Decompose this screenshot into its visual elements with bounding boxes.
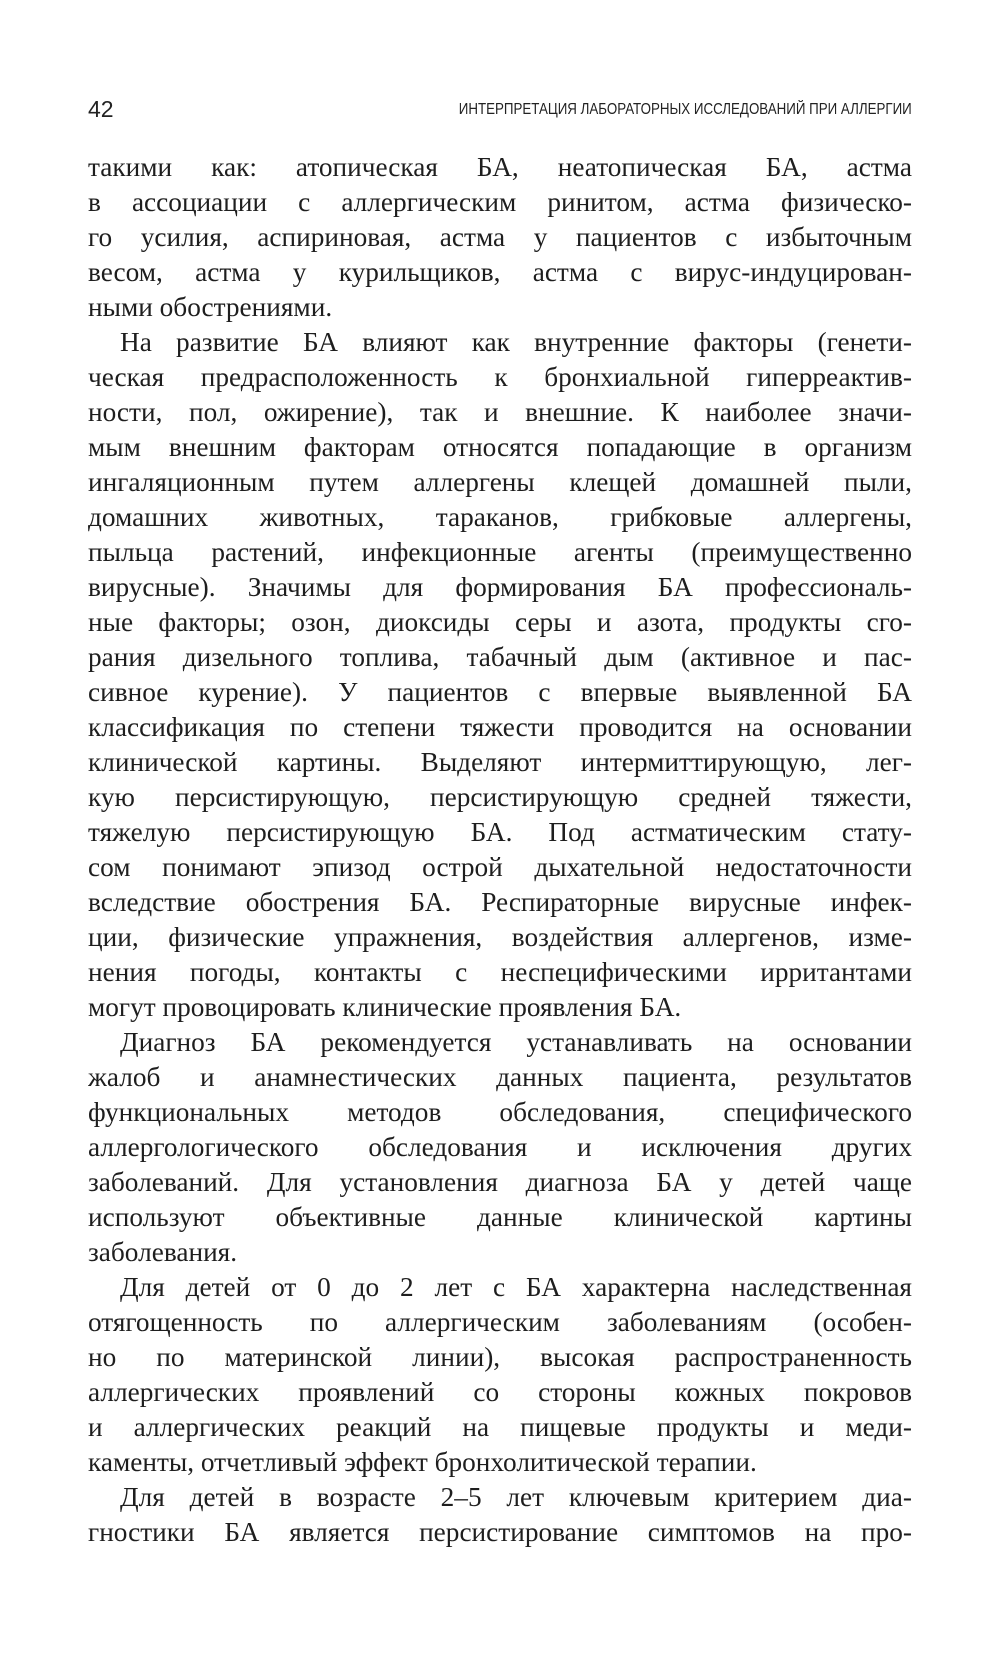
text-line: тяжелую персистирующую БА. Под астматическим стату- <box>88 817 912 847</box>
text-line: и аллергических реакций на пищевые продукты и меди- <box>88 1412 912 1442</box>
text-line: в ассоциации с аллергическим ринитом, астма физическо- <box>88 187 912 217</box>
text-line: На развитие БА влияют как внутренние факторы (генети- <box>120 327 912 357</box>
paragraph <box>88 1025 912 1270</box>
text-line: го усилия, аспириновая, астма у пациентов с избыточным <box>88 222 912 252</box>
text-line: Для детей от 0 до 2 лет с БА характерна наследственная <box>120 1272 912 1302</box>
page-header <box>88 94 912 124</box>
text-line: ингаляционным путем аллергены клещей домашней пыли, <box>88 467 912 497</box>
page-number: 42 <box>88 96 114 122</box>
text-line: жалоб и анамнестических данных пациента, результатов <box>88 1062 912 1092</box>
text-line: ными обострениями. <box>88 292 333 322</box>
text-line: кую персистирующую, персистирующую средней тяжести, <box>88 782 912 812</box>
text-line: отягощенность по аллергическим заболеваниям (особен- <box>88 1307 912 1337</box>
text-line: рания дизельного топлива, табачный дым (активное и пас- <box>88 642 912 672</box>
text-line: используют объективные данные клинической картины <box>88 1202 912 1232</box>
text-line: но по материнской линии), высокая распространенность <box>88 1342 912 1372</box>
text-line: весом, астма у курильщиков, астма с вирус-индуцирован- <box>88 257 912 287</box>
paragraph <box>88 150 912 325</box>
text-line: функциональных методов обследования, специфического <box>88 1097 912 1127</box>
text-line: такими как: атопическая БА, неатопическая БА, астма <box>88 152 912 182</box>
text-line: Для детей в возрасте 2–5 лет ключевым критерием диа- <box>120 1482 912 1512</box>
text-line: нения погоды, контакты с неспецифическими ирритантами <box>88 957 912 987</box>
text-line: ческая предрасположенность к бронхиальной гиперреактив- <box>88 362 912 392</box>
text-line: ности, пол, ожирение), так и внешние. К наиболее значи- <box>88 397 912 427</box>
text-line: клинической картины. Выделяют интермиттирующую, лег- <box>88 747 912 777</box>
text-line: заболевания. <box>88 1237 238 1267</box>
text-line: классификация по степени тяжести проводится на основании <box>88 712 912 742</box>
text-line: ции, физические упражнения, воздействия аллергенов, изме- <box>88 922 912 952</box>
text-line: аллергологического обследования и исключения других <box>88 1132 912 1162</box>
text-line: ные факторы; озон, диоксиды серы и азота, продукты сго- <box>88 607 912 637</box>
text-line: домашних животных, тараканов, грибковые аллергены, <box>88 502 912 532</box>
text-line: пыльца растений, инфекционные агенты (преимущественно <box>88 537 912 567</box>
text-line: каменты, отчетливый эффект бронхолитической терапии. <box>88 1447 757 1477</box>
paragraph <box>88 325 912 1025</box>
text-line: вследствие обострения БА. Респираторные вирусные инфек- <box>88 887 912 917</box>
text-line: сивное курение). У пациентов с впервые выявленной БА <box>88 677 912 707</box>
text-line: Диагноз БА рекомендуется устанавливать на основании <box>120 1027 912 1057</box>
text-line: мым внешним факторам относятся попадающие в организм <box>88 432 912 462</box>
running-title: ИНТЕРПРЕТАЦИЯ ЛАБОРАТОРНЫХ ИССЛЕДОВАНИЙ ПРИ АЛЛЕРГИИ <box>458 101 912 118</box>
text-line: гностики БА является персистирование симптомов на про- <box>88 1517 912 1547</box>
text-line: заболеваний. Для установления диагноза БА у детей чаще <box>88 1167 912 1197</box>
paragraph <box>88 1480 912 1550</box>
text-line: могут провоцировать клинические проявления БА. <box>88 992 682 1022</box>
text-line: сом понимают эпизод острой дыхательной недостаточности <box>88 852 912 882</box>
text-line: аллергических проявлений со стороны кожных покровов <box>88 1377 912 1407</box>
body-text <box>88 150 912 1550</box>
paragraph <box>88 1270 912 1480</box>
text-line: вирусные). Значимы для формирования БА профессиональ- <box>88 572 912 602</box>
